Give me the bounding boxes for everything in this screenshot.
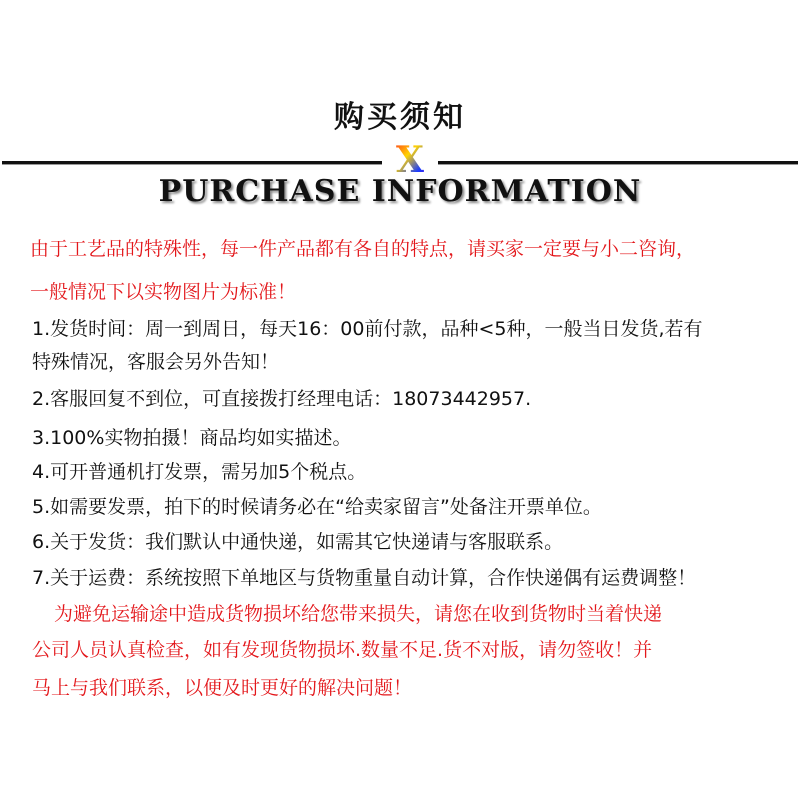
warning-line-3: 马上与我们联系，以便及时更好的解决问题！ <box>32 677 413 699</box>
divider-right <box>438 161 798 164</box>
rule-line-1b: 特殊情况，客服会另外告知！ <box>32 351 280 373</box>
warning-line-2: 公司人员认真检查，如有发现货物损坏.数量不足.货不对版，请勿签收！并 <box>32 639 653 661</box>
rule-line-4: 4.可开普通机打发票，需另加5个税点。 <box>32 461 367 483</box>
rule-line-6: 6.关于发货：我们默认中通快递，如需其它快递请与客服联系。 <box>32 531 564 553</box>
notice-line-1: 由于工艺品的特殊性，每一件产品都有各自的特点，请买家一定要与小二咨询， <box>30 238 696 260</box>
warning-line-1: 为避免运输途中造成货物损坏给您带来损失，请您在收到货物时当着快递 <box>54 603 663 625</box>
page-title: 购买须知 <box>334 100 466 135</box>
rule-line-3: 3.100%实物拍摄！商品均如实描述。 <box>32 427 352 449</box>
divider-left <box>2 161 382 164</box>
rule-line-7: 7.关于运费：系统按照下单地区与货物重量自动计算，合作快递偶有运费调整！ <box>32 567 697 589</box>
notice-line-2: 一般情况下以实物图片为标准！ <box>30 281 297 303</box>
rule-line-5: 5.如需要发票，拍下的时候请务必在“给卖家留言”处备注开票单位。 <box>32 496 602 518</box>
rule-line-2: 2.客服回复不到位，可直接拨打经理电话：18073442957. <box>32 388 532 410</box>
page-subtitle: PURCHASE INFORMATION <box>158 174 642 209</box>
x-logo-mark: X <box>392 140 428 180</box>
rule-line-1a: 1.发货时间：周一到周日，每天16：00前付款，品种<5种，一般当日发货,若有 <box>32 318 703 340</box>
